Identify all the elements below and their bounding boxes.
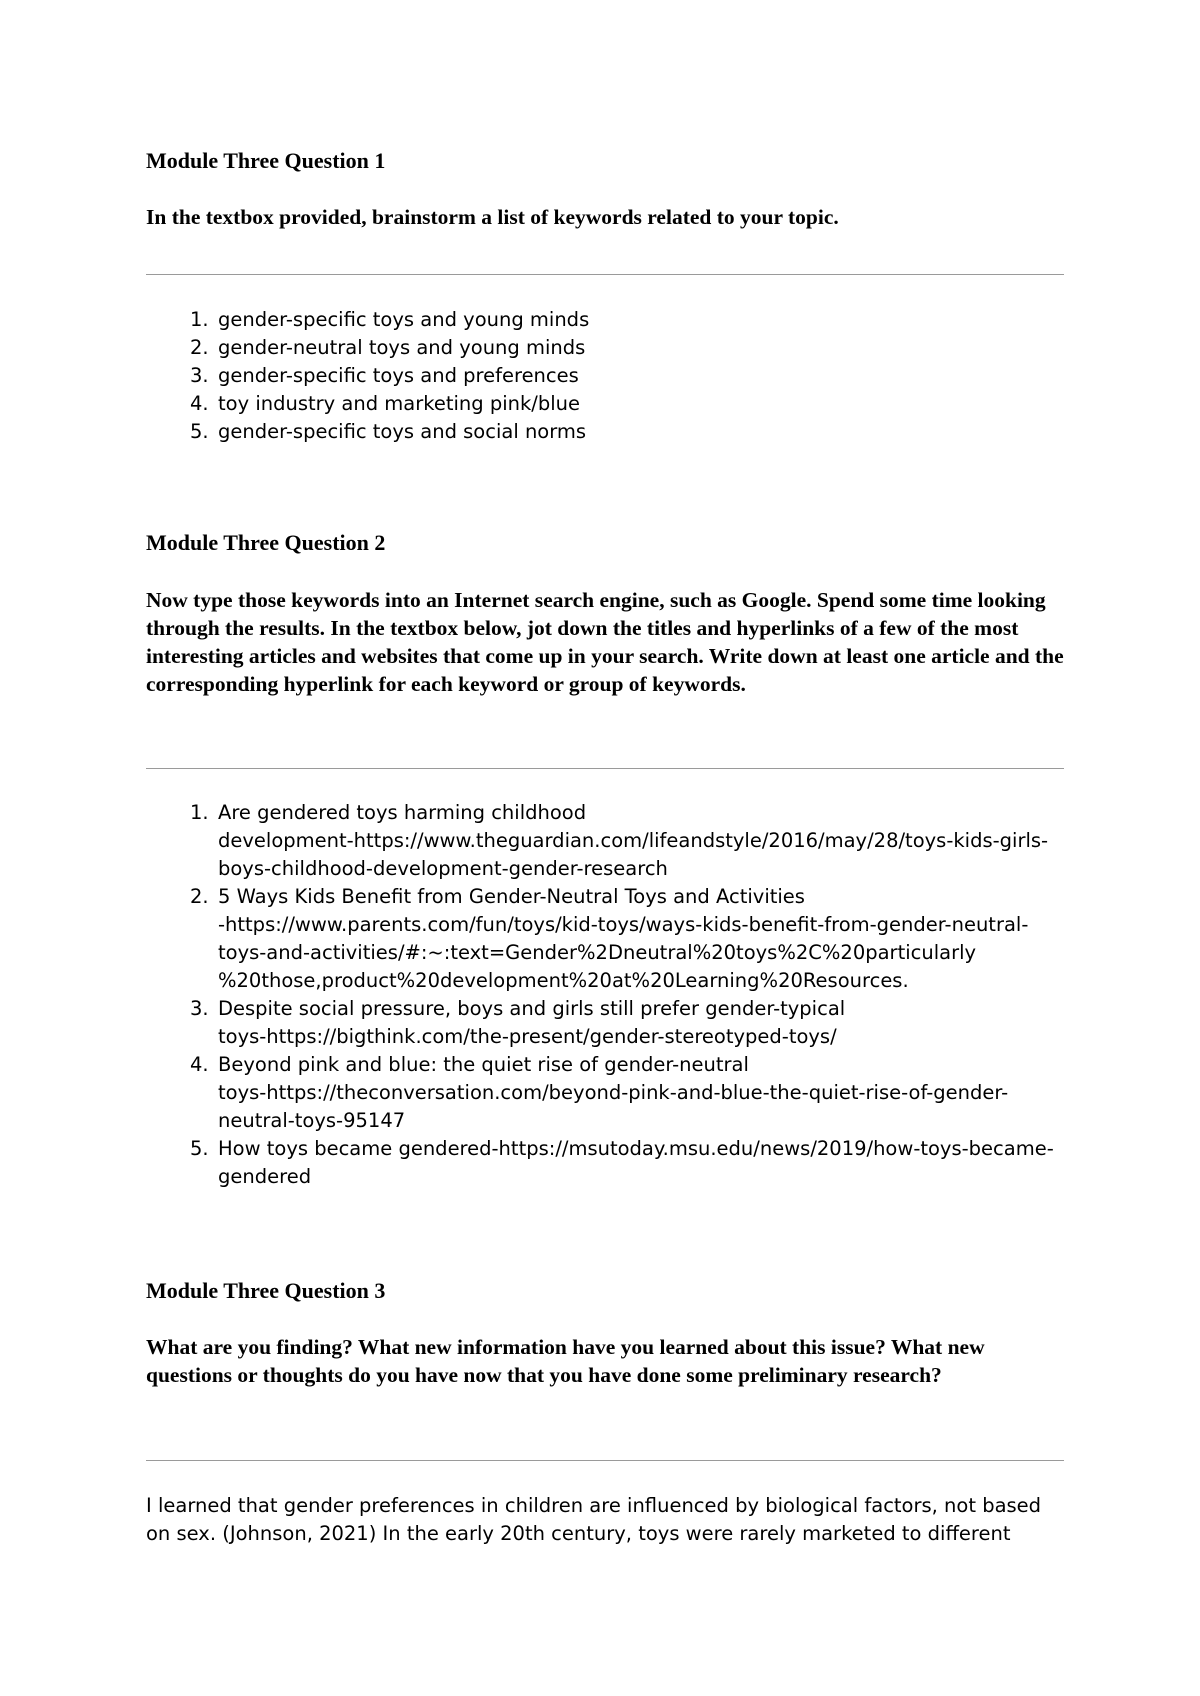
answer-line: I learned that gender preferences in children are influenced by biological factors, not based bbox=[146, 1494, 1042, 1517]
article-link[interactable]: gendered bbox=[218, 1165, 312, 1188]
article-link[interactable]: toys-and-activities/#:~:text=Gender%2Dneutral%20toys%2C%20particularly bbox=[218, 941, 977, 964]
list-item: 1. Are gendered toys harming childhood development-https://www.theguardian.com/lifeandstyle/2016/may/28/toys-kids-girls- boys-childhood-development-gender-research bbox=[146, 799, 1064, 883]
article-link[interactable]: %20those,product%20development%20at%20Learning%20Resources. bbox=[218, 969, 909, 992]
list-item: 3. gender-specific toys and preferences bbox=[190, 364, 579, 387]
article-link[interactable]: neutral-toys-95147 bbox=[218, 1109, 406, 1132]
q3-heading: Module Three Question 3 bbox=[146, 1278, 386, 1303]
article-link[interactable]: development-https://www.theguardian.com/lifeandstyle/2016/may/28/toys-kids-girls- bbox=[218, 829, 1049, 852]
list-item: 4. Beyond pink and blue: the quiet rise of gender-neutral toys-https://theconversation.com/beyond-pink-and-blue-the-quiet-rise-of-gender- neutral-toys-95147 bbox=[146, 1051, 1064, 1135]
q1-keyword-list bbox=[146, 306, 1064, 446]
article-link[interactable]: toys-https://theconversation.com/beyond-pink-and-blue-the-quiet-rise-of-gender- bbox=[218, 1081, 1009, 1104]
q2-textbox-divider bbox=[146, 768, 1064, 769]
list-item: 3. Despite social pressure, boys and girls still prefer gender-typical toys-https://bigthink.com/the-present/gender-stereotyped-toys/ bbox=[146, 995, 1064, 1051]
article-link[interactable]: -https://www.parents.com/fun/toys/kid-toys/ways-kids-benefit-from-gender-neutral- bbox=[218, 913, 1029, 936]
q3-prompt: What are you finding? What new information have you learned about this issue? What new questions or thoughts do you have now that you have done some preliminary research? bbox=[146, 1335, 985, 1387]
q1-prompt: In the textbox provided, brainstorm a list of keywords related to your topic. bbox=[146, 205, 839, 229]
list-item: 4. toy industry and marketing pink/blue bbox=[190, 392, 580, 415]
article-link[interactable]: boys-childhood-development-gender-research bbox=[218, 857, 668, 880]
q2-article-list bbox=[146, 799, 1064, 1191]
article-link[interactable]: How toys became gendered-https://msutoday.msu.edu/news/2019/how-toys-became- bbox=[218, 1137, 1054, 1160]
list-item: 1. gender-specific toys and young minds bbox=[190, 308, 590, 331]
answer-line: on sex. (Johnson, 2021) In the early 20th century, toys were rarely marketed to different bbox=[146, 1522, 1011, 1545]
list-item: 2. 5 Ways Kids Benefit from Gender-Neutral Toys and Activities -https://www.parents.com/fun/toys/kid-toys/ways-kids-benefit-from-gender-neutral- toys-and-activities/#:~:text=Gender%2Dneutral%20toys%2C%20particularly %20those,product%20development%20at%20Learning%20Resources. bbox=[146, 883, 1064, 995]
q1-heading: Module Three Question 1 bbox=[146, 148, 386, 173]
list-item: 5. How toys became gendered-https://msutoday.msu.edu/news/2019/how-toys-became- gendered bbox=[146, 1135, 1064, 1191]
list-item: 2. gender-neutral toys and young minds bbox=[190, 336, 586, 359]
q2-heading: Module Three Question 2 bbox=[146, 530, 386, 555]
q3-answer-paragraph bbox=[146, 1492, 1064, 1548]
list-item: 5. gender-specific toys and social norms bbox=[190, 420, 587, 443]
article-link[interactable]: toys-https://bigthink.com/the-present/gender-stereotyped-toys/ bbox=[218, 1025, 837, 1048]
q2-prompt: Now type those keywords into an Internet search engine, such as Google. Spend some time looking through the results. In the textbox below, jot down the titles and hyperlinks of a few of the most interesting articles and websites that come up in your search. Write down at least one article and the corresponding hyperlink for each keyword or group of keywords. bbox=[146, 588, 1064, 696]
q1-textbox-divider bbox=[146, 274, 1064, 275]
q3-textbox-divider bbox=[146, 1460, 1064, 1461]
